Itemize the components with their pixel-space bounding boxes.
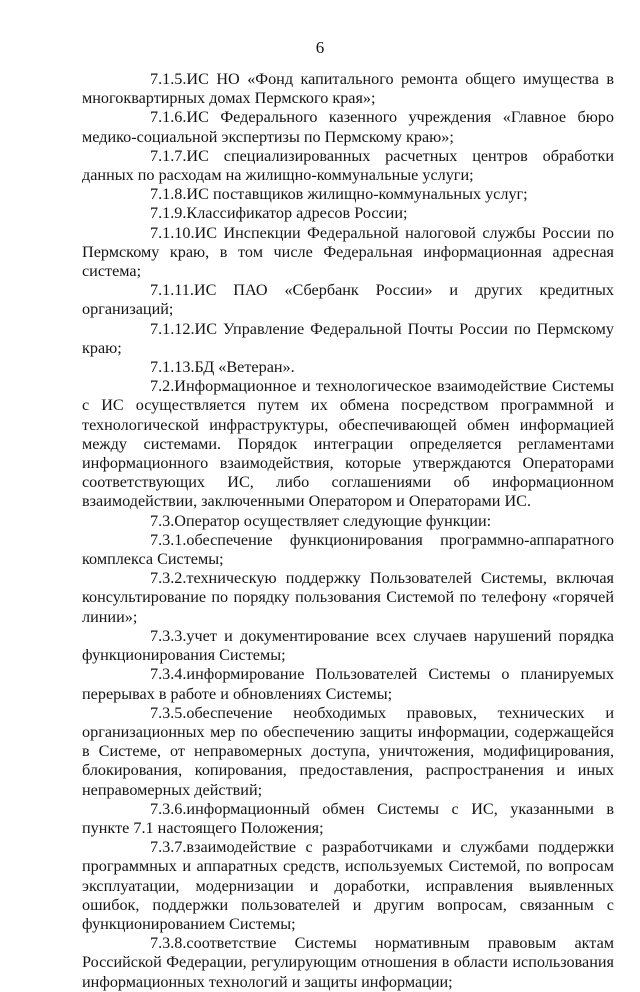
- paragraph-7-3: [82, 512, 614, 531]
- clause-number: 7.2.: [150, 377, 175, 396]
- clause-text: Оператор осуществляет следующие функции:: [174, 511, 492, 530]
- clause-number: 7.1.11.: [150, 281, 194, 300]
- paragraph-7-1-11: [82, 281, 614, 319]
- paragraph-7-3-7: [82, 838, 614, 934]
- clause-text: обеспечение функционирования программно-аппаратного комплекса Системы;: [82, 530, 614, 569]
- clause-number: 7.3.3.: [150, 626, 187, 645]
- clause-number: 7.1.10.: [150, 223, 195, 242]
- paragraph-7-3-2: [82, 569, 614, 627]
- clause-text: ИС специализированных расчетных центров обработки данных по расходам на жилищно-коммунальные услуги;: [82, 146, 614, 185]
- clause-number: 7.1.12.: [150, 319, 195, 338]
- clause-text: ИС НО «Фонд капитального ремонта общего имущества в многоквартирных домах Пермского края»;: [82, 70, 614, 108]
- paragraph-7-1-7: [82, 147, 614, 185]
- paragraph-7-1-13: [82, 358, 614, 377]
- clause-text: информационный обмен Системы с ИС, указанными в пункте 7.1 настоящего Положения;: [82, 799, 614, 837]
- clause-number: 7.1.6.: [150, 108, 187, 127]
- paragraph-7-3-8: [82, 934, 614, 992]
- clause-number: 7.3.5.: [150, 703, 187, 722]
- clause-text: взаимодействие с разработчиками и службами поддержки программных и аппаратных средств, используемых Системой, по вопросам эксплуатации, модернизации и доработки, исправления выявленных ошибок, поддержки пользователей и другим вопросам, связанным с функционированием Системы;: [82, 838, 614, 933]
- clause-number: 7.1.13.: [150, 358, 195, 377]
- paragraph-7-2: [82, 377, 614, 511]
- clause-number: 7.1.8.: [150, 185, 187, 204]
- clause-number: 7.1.5.: [150, 70, 187, 88]
- clause-number: 7.3.4.: [150, 665, 187, 684]
- clause-number: 7.1.7.: [150, 146, 187, 165]
- paragraph-7-1-12: [82, 320, 614, 358]
- clause-number: 7.3.: [150, 511, 175, 530]
- clause-number: 7.3.2.: [150, 569, 187, 588]
- clause-text: ИС Федерального казенного учреждения «Главное бюро медико-социальной экспертизы по Пермскому краю»;: [82, 108, 614, 146]
- paragraph-7-1-5: [82, 70, 614, 108]
- clause-text: обеспечение необходимых правовых, технических и организационных мер по обеспечению защиты информации, содержащейся в Системе, от неправомерных доступа, уничтожения, модифицирования, блокирования, копирования, предоставления, распространения и иных неправомерных действий;: [82, 703, 614, 799]
- paragraph-7-1-8: [82, 185, 614, 204]
- clause-text: техническую поддержку Пользователей Системы, включая консультирование по порядку пользования Системой по телефону «горячей линии»;: [82, 569, 614, 626]
- clause-text: ИС Инспекции Федеральной налоговой службы России по Пермскому краю, в том числе Федеральная информационная адресная система;: [82, 223, 614, 281]
- paragraph-7-3-6: [82, 800, 614, 838]
- paragraph-7-3-5: [82, 704, 614, 800]
- document-body: [82, 70, 614, 992]
- clause-number: 7.3.1.: [150, 530, 187, 549]
- clause-text: Классификатор адресов России;: [186, 204, 408, 223]
- clause-text: соответствие Системы нормативным правовым актам Российской Федерации, регулирующим отношения в области использования информационных технологий и защиты информации;: [82, 934, 614, 991]
- paragraph-7-3-3: [82, 627, 614, 665]
- clause-text: БД «Ветеран».: [194, 358, 295, 377]
- clause-text: учет и документирование всех случаев нарушений порядка функционирования Системы;: [82, 626, 614, 665]
- clause-text: ИС поставщиков жилищно-коммунальных услуг;: [186, 185, 528, 204]
- clause-text: информирование Пользователей Системы о планируемых перерывах в работе и обновлениях Системы;: [82, 665, 614, 703]
- paragraph-7-1-9: [82, 204, 614, 223]
- page-number: 6: [315, 38, 325, 57]
- clause-text: ИС Управление Федеральной Почты России по Пермскому краю;: [82, 319, 614, 357]
- clause-number: 7.1.9.: [150, 204, 187, 223]
- paragraph-7-3-1: [82, 531, 614, 569]
- clause-number: 7.3.8.: [150, 934, 187, 953]
- paragraph-7-1-10: [82, 224, 614, 282]
- clause-number: 7.3.6.: [150, 799, 187, 818]
- clause-text: Информационное и технологическое взаимодействие Системы с ИС осуществляется путем их обмена посредством программной и технологической инфраструктуры, обеспечивающей обмен информацией между системами. Порядок интеграции определяется регламентами информационного взаимодействия, которые утверждаются Операторами соответствующих ИС, либо соглашениями об информационном взаимодействии, заключенными Оператором и Операторами ИС.: [82, 377, 614, 511]
- clause-number: 7.3.7.: [150, 838, 187, 857]
- clause-text: ИС ПАО «Сбербанк России» и других кредитных организаций;: [82, 281, 614, 319]
- paragraph-7-3-4: [82, 665, 614, 703]
- paragraph-7-1-6: [82, 108, 614, 146]
